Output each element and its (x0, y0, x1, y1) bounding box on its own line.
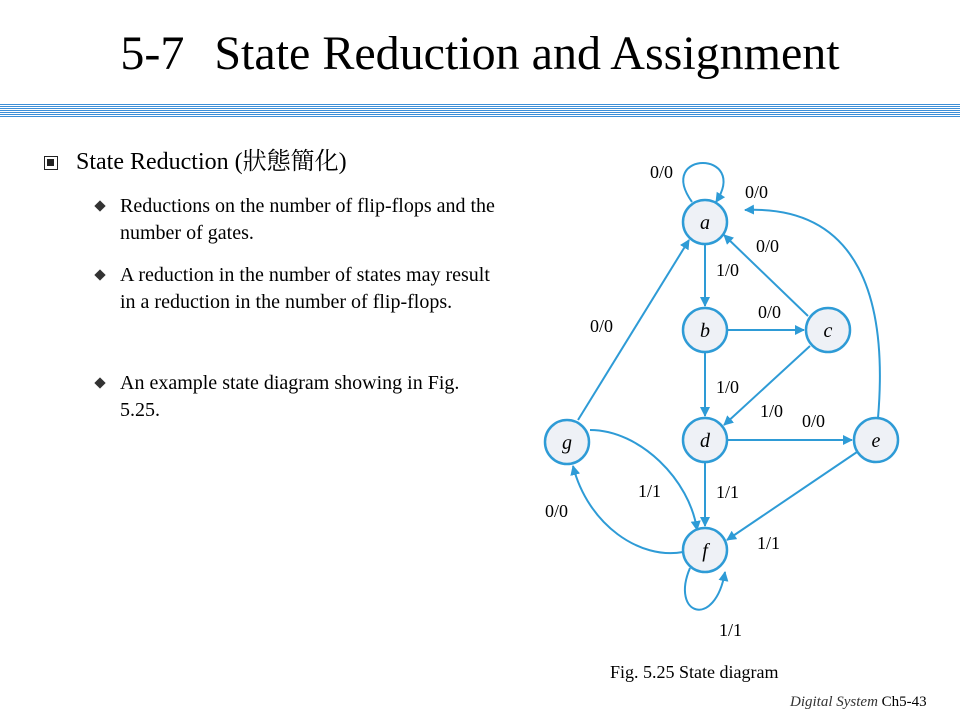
edge-label-c-d: 1/0 (760, 401, 784, 421)
sub-bullet-text: A reduction in the number of states may result in a reduction in the number of flip-flops. (120, 264, 490, 313)
figure-caption: Fig. 5.25 State diagram (610, 662, 779, 682)
title-text: State Reduction and Assignment (214, 27, 840, 80)
main-bullet-text: State Reduction (狀態簡化) (76, 149, 347, 175)
state-label-b: b (700, 320, 710, 342)
state-label-f: f (702, 540, 708, 562)
edge-e-f (727, 452, 857, 540)
edge-label-e-a: 0/0 (745, 182, 769, 202)
edge-label-d-f: 1/1 (716, 482, 740, 502)
title-number: 5-7 (120, 27, 185, 80)
edge-label-a-a: 0/0 (650, 162, 674, 182)
edge-label-b-c: 0/0 (758, 302, 782, 322)
sub-bullet-text: An example state diagram showing in Fig. 5.25. (120, 372, 460, 421)
state-label-g: g (562, 432, 572, 454)
state-label-d: d (700, 430, 710, 452)
edge-f-g (573, 466, 683, 553)
edge-label-e-f: 1/1 (757, 533, 781, 553)
edge-label-d-e: 0/0 (802, 411, 826, 431)
edge-a-a (683, 163, 723, 202)
edge-label-c-a: 0/0 (756, 236, 780, 256)
edge-g-f (590, 430, 697, 530)
edge-f-f (685, 568, 725, 610)
slide-footer (790, 694, 927, 711)
edge-label-b-d: 1/0 (716, 377, 740, 397)
state-label-e: e (871, 430, 881, 452)
edge-label-g-f: 1/1 (638, 481, 662, 501)
edge-label-f-g: 0/0 (545, 501, 569, 521)
sub-bullet-text: Reductions on the number of flip-flops and the number of gates. (120, 195, 495, 244)
footer-course: Digital System (790, 694, 878, 710)
state-label-c: c (823, 320, 833, 342)
edge-label-g-a: 0/0 (590, 316, 614, 336)
edge-label-f-f: 1/1 (719, 620, 743, 640)
state-label-a: a (700, 212, 710, 234)
footer-page-number: Ch5-43 (881, 694, 927, 710)
edge-label-a-b: 1/0 (716, 260, 740, 280)
